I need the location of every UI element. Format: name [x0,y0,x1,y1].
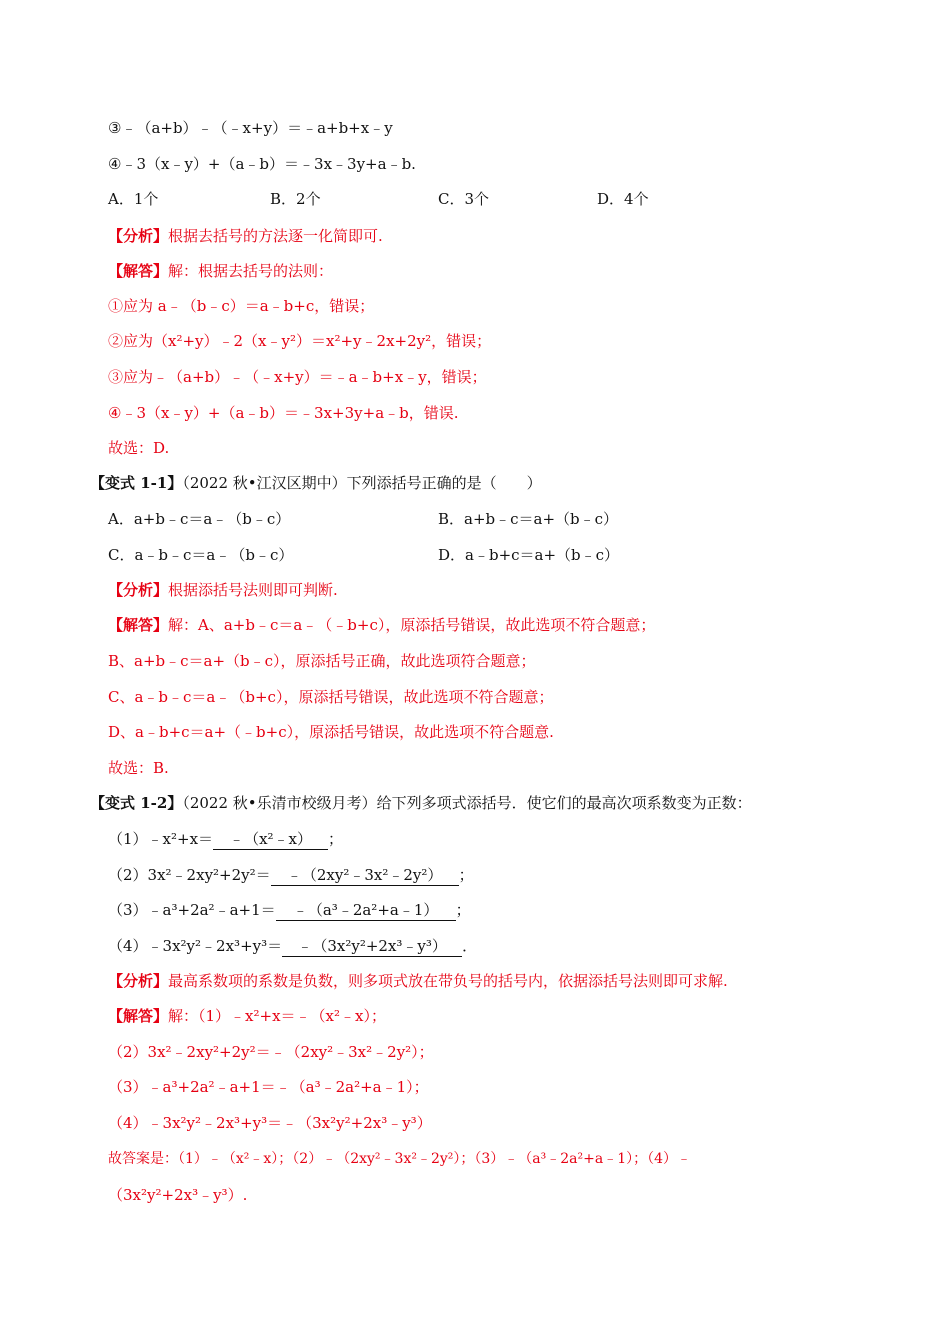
q2-analysis [108,971,728,991]
answer-blank: ﹣（x²﹣x） [213,829,328,850]
q1-option-d: D．a﹣b+c＝a+（b﹣c） [438,546,620,564]
variant-label: 【变式 1-1】 [90,474,183,492]
q1-option-b: B．a+b﹣c＝a+（b﹣c） [438,510,619,528]
variant-label: 【变式 1-2】 [90,794,183,812]
analysis-label: 【分析】 [108,227,169,245]
q1-answer [108,615,655,635]
answer-label: 【解答】 [108,1007,169,1025]
option-line-4: ④﹣3（x﹣y）+（a﹣b）＝﹣3x﹣3y+a﹣b. [108,155,416,173]
q1-stem [90,473,542,493]
q0-solution-4: ④﹣3（x﹣y）+（a﹣b）＝﹣3x+3y+a﹣b，错误. [108,404,459,422]
variant-stem: （2022 秋•江汉区期中）下列添括号正确的是（ ） [182,474,542,492]
answer-text: 解：（1）﹣x²+x＝﹣（x²﹣x）； [168,1007,386,1025]
q2-item-3 [108,900,471,921]
answer-text: 解：A、a+b﹣c＝a﹣（﹣b+c），原添括号错误，故此选项不符合题意； [168,616,656,634]
q0-analysis [108,226,383,246]
analysis-text: 最高系数项的系数是负数，则多项式放在带负号的括号内，依据添括号法则即可求解. [168,972,728,990]
q2-stem [90,793,752,813]
item-expression: （4）﹣3x²y²﹣2x³+y³＝ [108,937,283,955]
analysis-text: 根据去括号的方法逐一化简即可. [168,227,383,245]
q0-solution-1: ①应为 a﹣（b﹣c）＝a﹣b+c，错误； [108,297,375,315]
q2-final-answer-2: （3x²y²+2x³﹣y³）. [108,1186,248,1204]
analysis-label: 【分析】 [108,581,169,599]
q1-solution-c: C、a﹣b﹣c＝a﹣（b+c），原添括号错误，故此选项不符合题意； [108,688,554,706]
item-expression: （3）﹣a³+2a²﹣a+1＝ [108,901,276,919]
choice-c: C．3个 [438,190,490,208]
item-end: ； [328,830,344,848]
q0-solution-2: ②应为（x²+y）﹣2（x﹣y²）＝x²+y﹣2x+2y²，错误； [108,332,492,350]
item-end: ． [462,937,478,955]
q2-item-1 [108,829,343,850]
item-end: ； [458,866,474,884]
q2-item-2 [108,865,474,886]
choice-b: B．2个 [270,190,321,208]
answer-blank: ﹣（a³﹣2a²+a﹣1） [276,900,456,921]
choice-d: D．4个 [597,190,649,208]
q2-solution-2: （2）3x²﹣2xy²+2y²＝﹣（2xy²﹣3x²﹣2y²）； [108,1043,434,1061]
item-expression: （1）﹣x²+x＝ [108,830,214,848]
q2-item-4 [108,936,477,957]
q0-choice: 故选：D. [108,439,170,457]
q1-option-a: A．a+b﹣c＝a﹣（b﹣c） [108,510,291,528]
q1-solution-b: B、a+b﹣c＝a+（b﹣c），原添括号正确，故此选项符合题意； [108,652,536,670]
answer-blank: ﹣（3x²y²+2x³﹣y³） [282,936,462,957]
q1-option-c: C．a﹣b﹣c＝a﹣（b﹣c） [108,546,294,564]
q2-solution-3: （3）﹣a³+2a²﹣a+1＝﹣（a³﹣2a²+a﹣1）； [108,1078,429,1096]
q2-final-answer-1: 故答案是：（1）﹣（x²﹣x）；（2）﹣（2xy²﹣3x²﹣2y²）；（3）﹣（a³﹣2a²+a﹣1）；（4）﹣ [108,1151,692,1167]
choice-a: A．1个 [108,190,159,208]
q2-answer [108,1006,386,1026]
q0-solution-3: ③应为﹣（a+b）﹣（﹣x+y）＝﹣a﹣b+x﹣y，错误； [108,368,487,386]
item-end: ； [455,901,471,919]
q1-choice: 故选：B. [108,759,169,777]
item-expression: （2）3x²﹣2xy²+2y²＝ [108,866,271,884]
analysis-text: 根据添括号法则即可判断. [168,581,338,599]
option-line-3: ③﹣（a+b）﹣（﹣x+y）＝﹣a+b+x﹣y [108,119,393,137]
answer-intro: 解：根据去括号的法则： [168,262,334,280]
q1-solution-d: D、a﹣b+c＝a+（﹣b+c），原添括号错误，故此选项不符合题意. [108,723,554,741]
q1-analysis [108,580,338,600]
q2-solution-4: （4）﹣3x²y²﹣2x³+y³＝﹣（3x²y²+2x³﹣y³） [108,1114,432,1132]
answer-blank: ﹣（2xy²﹣3x²﹣2y²） [271,865,459,886]
analysis-label: 【分析】 [108,972,169,990]
variant-stem: （2022 秋•乐清市校级月考）给下列多项式添括号．使它们的最高次项系数变为正数： [182,794,752,812]
answer-label: 【解答】 [108,262,169,280]
q0-answer [108,261,333,281]
answer-label: 【解答】 [108,616,169,634]
